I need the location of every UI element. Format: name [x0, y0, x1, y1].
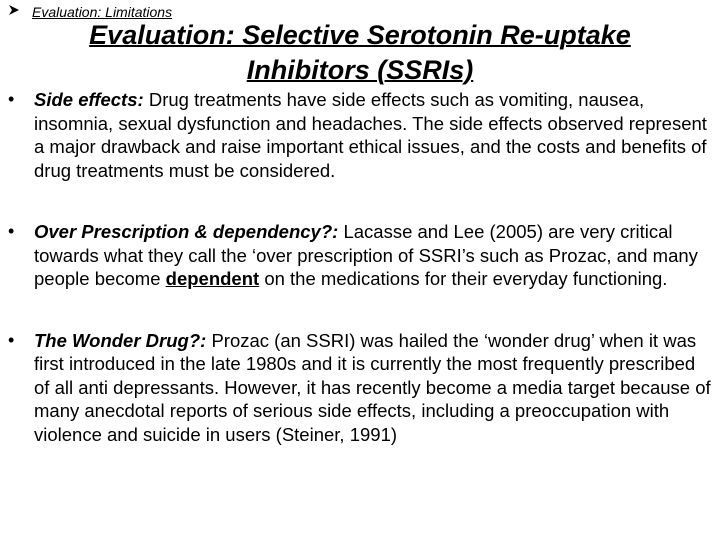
bullet-heading: Side effects:	[34, 89, 144, 110]
bullet-text: Lacasse and Lee (2005) are very critical towards what they call the ‘over prescription of SSRI’s such as Prozac, and many people become	[34, 221, 698, 289]
bullet-marker: •	[8, 329, 15, 350]
bullet-marker: •	[8, 221, 15, 241]
emphasis-dependent: dependent	[165, 268, 260, 289]
arrowhead-right-icon	[8, 3, 22, 21]
bullet-heading: Over Prescription & dependency?:	[34, 221, 339, 242]
bullet-marker: •	[8, 89, 15, 109]
bullet-item-side-effects	[8, 88, 714, 182]
page-title: Evaluation: Selective Serotonin Re-uptake Inhibitors (SSRIs)	[89, 20, 631, 85]
bullet-text: Prozac (an SSRI) was hailed the ‘wonder drug’ when it was first introduced in the late 1980s and it is currently the most frequently prescribed of all anti depressants. However, it has recently become a media target because of many anecdotal reports of serious side effects, including a preoccupation with violence and suicide in users (Steiner, 1991)	[34, 329, 711, 445]
bullet-item-wonder-drug	[8, 329, 714, 447]
bullet-list	[8, 88, 714, 446]
bullet-text: Drug treatments have side effects such as vomiting, nausea, insomnia, sexual dysfunction and headaches. The side effects observed represent a major drawback and raise important ethical issues, and the costs and benefits of drug treatments must be considered.	[34, 89, 707, 181]
bullet-item-over-prescription	[8, 220, 714, 291]
breadcrumb-label: Evaluation: Limitations	[32, 4, 173, 20]
bullet-text-end: on the medications for their everyday functioning.	[259, 268, 668, 289]
bullet-heading: The Wonder Drug?:	[34, 329, 207, 351]
